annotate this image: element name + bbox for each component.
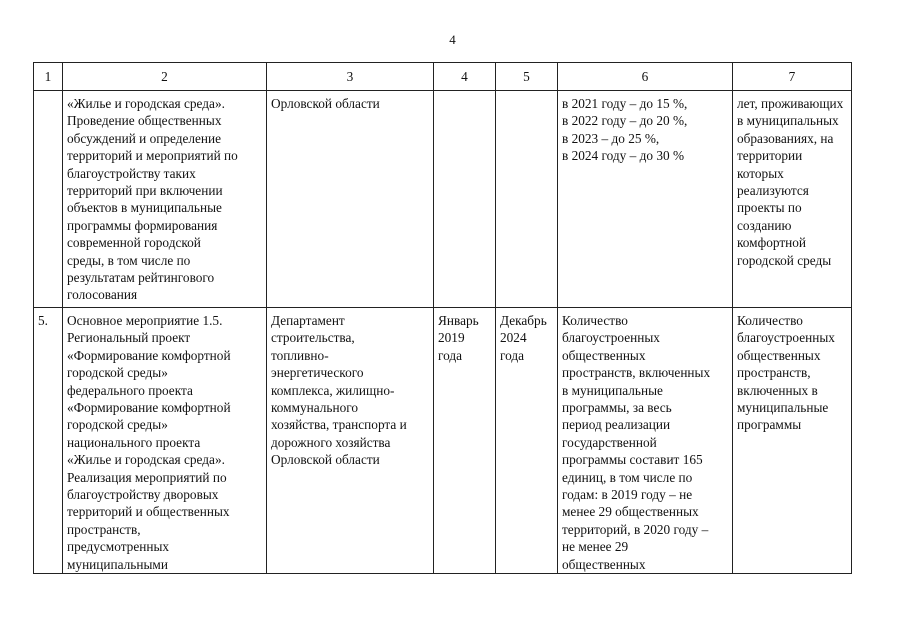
measure-cell: Основное мероприятие 1.5. Региональный проект «Формирование комфортной городской среды» федерального проекта «Формирование комфортной городской среды» национального проекта «Жилье и городская среда». Реализация мероприятий по благоустройству дворовых территорий и общественных пространств, предусмотренных муниципальными bbox=[63, 308, 267, 574]
expected-result-cell: Количество благоустроенных общественных пространств, включенных в муниципальные программы, за весь период реализации государственной программы составит 165 единиц, в том числе по годам: в 2019 году – не менее 29 общественных территорий, в 2020 году – не менее 29 общественных bbox=[558, 308, 733, 574]
indicator-cell: Количество благоустроенных общественных пространств, включенных в муниципальные программы bbox=[733, 308, 852, 574]
end-date-cell bbox=[496, 91, 558, 308]
table-row bbox=[34, 308, 852, 574]
column-header: 3 bbox=[267, 63, 434, 91]
measures-table bbox=[33, 62, 852, 574]
column-header: 7 bbox=[733, 63, 852, 91]
column-header: 4 bbox=[434, 63, 496, 91]
row-number-cell bbox=[34, 91, 63, 308]
page-number: 4 bbox=[449, 32, 456, 47]
start-date-cell bbox=[434, 91, 496, 308]
measure-cell: «Жилье и городская среда». Проведение общественных обсуждений и определение территорий и мероприятий по благоустройству таких территорий при включении объектов в муниципальные программы формирования современной городской среды, в том числе по результатам рейтингового голосования bbox=[63, 91, 267, 308]
table-row bbox=[34, 91, 852, 308]
column-header: 5 bbox=[496, 63, 558, 91]
indicator-cell: лет, проживающих в муниципальных образованиях, на территории которых реализуются проекты по созданию комфортной городской среды bbox=[733, 91, 852, 308]
row-number-cell: 5. bbox=[34, 308, 63, 574]
table-header-row bbox=[34, 63, 852, 91]
executor-cell: Орловской области bbox=[267, 91, 434, 308]
start-date-cell: Январь 2019 года bbox=[434, 308, 496, 574]
end-date-cell: Декабрь 2024 года bbox=[496, 308, 558, 574]
column-header: 2 bbox=[63, 63, 267, 91]
executor-cell: Департамент строительства, топливно- энергетического комплекса, жилищно- коммунального хозяйства, транспорта и дорожного хозяйства Орловской области bbox=[267, 308, 434, 574]
column-header: 6 bbox=[558, 63, 733, 91]
expected-result-cell: в 2021 году – до 15 %, в 2022 году – до 20 %, в 2023 – до 25 %, в 2024 году – до 30 % bbox=[558, 91, 733, 308]
column-header: 1 bbox=[34, 63, 63, 91]
